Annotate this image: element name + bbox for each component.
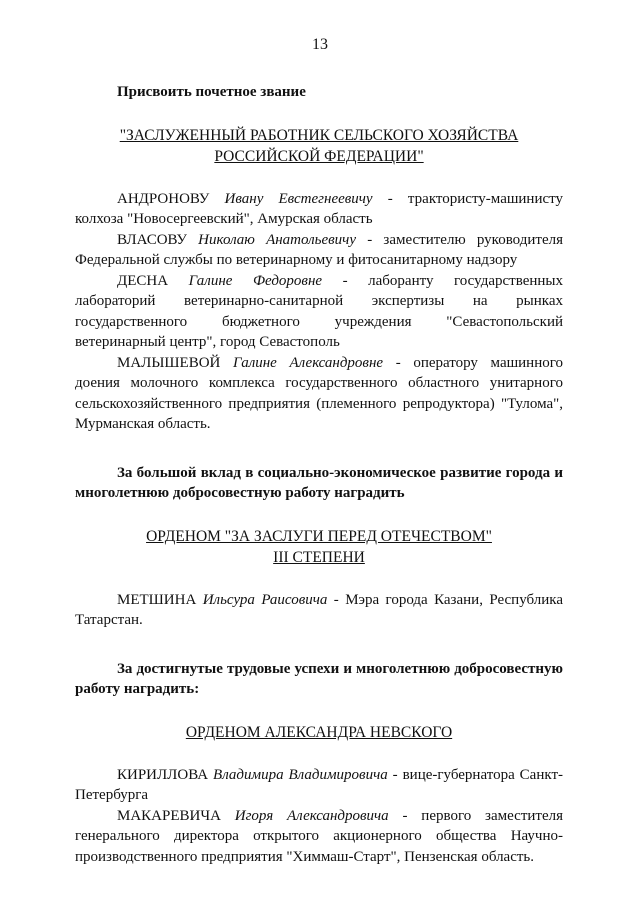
awardee-surname: МАЛЫШЕВОЙ: [117, 354, 221, 371]
awardee-entry: [75, 590, 563, 631]
awardee-description: - Мэра города Казани, Республика Татарстан.: [75, 591, 564, 628]
award-title-line: ОРДЕНОМ АЛЕКСАНДРА НЕВСКОГО: [185, 723, 453, 741]
awardee-given-names: Ильсура Раисовича: [202, 591, 328, 608]
awardee-given-names: Николаю Анатольевичу: [198, 231, 356, 248]
awardee-entry: [75, 806, 563, 868]
award-title-line: "ЗАСЛУЖЕННЫЙ РАБОТНИК СЕЛЬСКОГО ХОЗЯЙСТВА: [119, 126, 519, 144]
awardee-given-names: Галине Александровне: [233, 354, 384, 371]
awardee-description: - заместителю руководителя Федеральной службы по ветеринарному и фитосанитарному надзору: [75, 231, 563, 268]
award-title-line: ОРДЕНОМ "ЗА ЗАСЛУГИ ПЕРЕД ОТЕЧЕСТВОМ": [146, 527, 492, 545]
awardee-description: - трактористу-машинисту колхоза "Новосергеевский", Амурская область: [75, 190, 564, 227]
award-title-line: РОССИЙСКОЙ ФЕДЕРАЦИИ": [214, 147, 424, 165]
awardee-given-names: Игоря Александровича: [234, 807, 389, 824]
awardee-description: - оператору машинного доения молочного комплекса государственного областного унитарного сельскохозяйственного предприятия (племенного репродуктора) "Тулома", Мурманская область.: [75, 354, 564, 432]
awardee-given-names: Владимира Владимировича: [213, 766, 388, 783]
awardee-given-names: Галине Федоровне: [188, 272, 323, 289]
awardee-surname: КИРИЛЛОВА: [117, 766, 209, 783]
awardee-surname: МАКАРЕВИЧА: [117, 807, 221, 824]
awardee-description: - вице-губернатора Санкт-Петербурга: [75, 766, 564, 803]
award-title-order-merit: [75, 526, 563, 568]
award-title-order-nevsky: [75, 722, 563, 743]
awardee-entry: [75, 189, 563, 230]
section-intro-order-merit: За большой вклад в социально-экономическое развитие города и многолетнюю добросовестную работу наградить: [75, 464, 563, 501]
awardee-surname: АНДРОНОВУ: [117, 190, 210, 207]
awardee-surname: ВЛАСОВУ: [117, 231, 187, 248]
awardee-description: - первого заместителя генерального директора открытого акционерного общества Научно-производственного предприятия "Химмаш-Старт", Пензенская область.: [75, 807, 563, 865]
awardee-entry: [75, 271, 563, 353]
awardee-list-order-merit: [75, 590, 563, 631]
awardee-entry: [75, 353, 563, 435]
awardee-entry: [75, 230, 563, 271]
awardee-list-order-nevsky: [75, 765, 563, 868]
awardee-surname: ДЕСНА: [117, 272, 169, 289]
decree-intro: Присвоить почетное звание: [117, 84, 306, 100]
awardee-list-honorary: [75, 189, 563, 435]
award-title-line: III СТЕПЕНИ: [273, 548, 365, 566]
awardee-surname: МЕТШИНА: [117, 591, 197, 608]
awardee-entry: [75, 765, 563, 806]
section-intro-order-nevsky: За достигнутые трудовые успехи и многолетнюю добросовестную работу наградить:: [75, 660, 563, 697]
awardee-description: - лаборанту государственных лабораторий ветеринарно-санитарной экспертизы на рынках государственного бюджетного учреждения "Севастопольский ветеринарный центр", город Севастополь: [75, 272, 563, 350]
award-title-honorary: [75, 125, 563, 167]
awardee-given-names: Ивану Евстегнеевичу: [224, 190, 373, 207]
page-number: 13: [312, 36, 328, 53]
document-body: [75, 82, 563, 867]
